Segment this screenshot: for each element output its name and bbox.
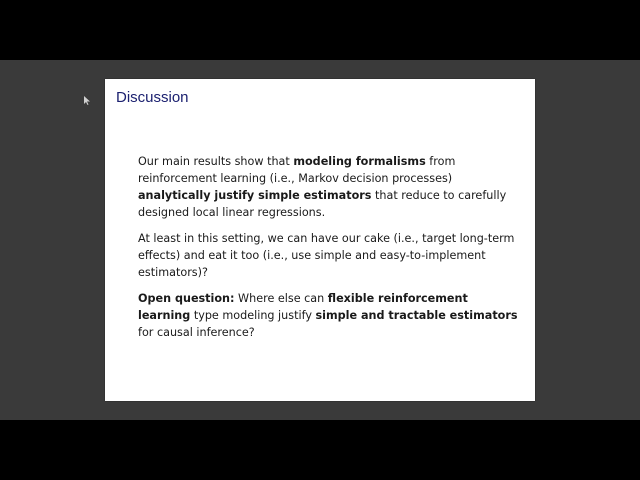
letterbox-bottom xyxy=(0,420,640,480)
text-run: for causal inference? xyxy=(138,326,255,339)
slide-title: Discussion xyxy=(116,89,189,106)
text-run: Our main results show that xyxy=(138,155,294,168)
paragraph-open-question xyxy=(138,290,523,341)
text-run: type modeling justify xyxy=(190,309,316,322)
text-run: that reduce to carefully designed local linear regressions. xyxy=(138,189,507,219)
bold-text-run: simple and tractable estimators xyxy=(315,309,518,322)
text-run: Where else can xyxy=(234,292,328,305)
text-run: At least in this setting, we can have our cake (i.e., target long-term effects) and eat it too (i.e., use simple and easy-to-implement estimators)? xyxy=(138,232,515,279)
pointer-cursor-icon xyxy=(84,96,90,105)
slide-body xyxy=(138,153,523,350)
bold-text-run: Open question: xyxy=(138,292,235,305)
letterbox-top xyxy=(0,0,640,60)
paragraph-main-results xyxy=(138,153,523,221)
paragraph-cake xyxy=(138,230,523,281)
text-run: from reinforcement learning (i.e., Markov decision processes) xyxy=(138,155,456,185)
presentation-slide xyxy=(105,79,535,401)
bold-text-run: modeling formalisms xyxy=(293,155,426,168)
bold-text-run: analytically justify simple estimators xyxy=(138,189,372,202)
bold-text-run: flexible reinforcement learning xyxy=(138,292,468,322)
